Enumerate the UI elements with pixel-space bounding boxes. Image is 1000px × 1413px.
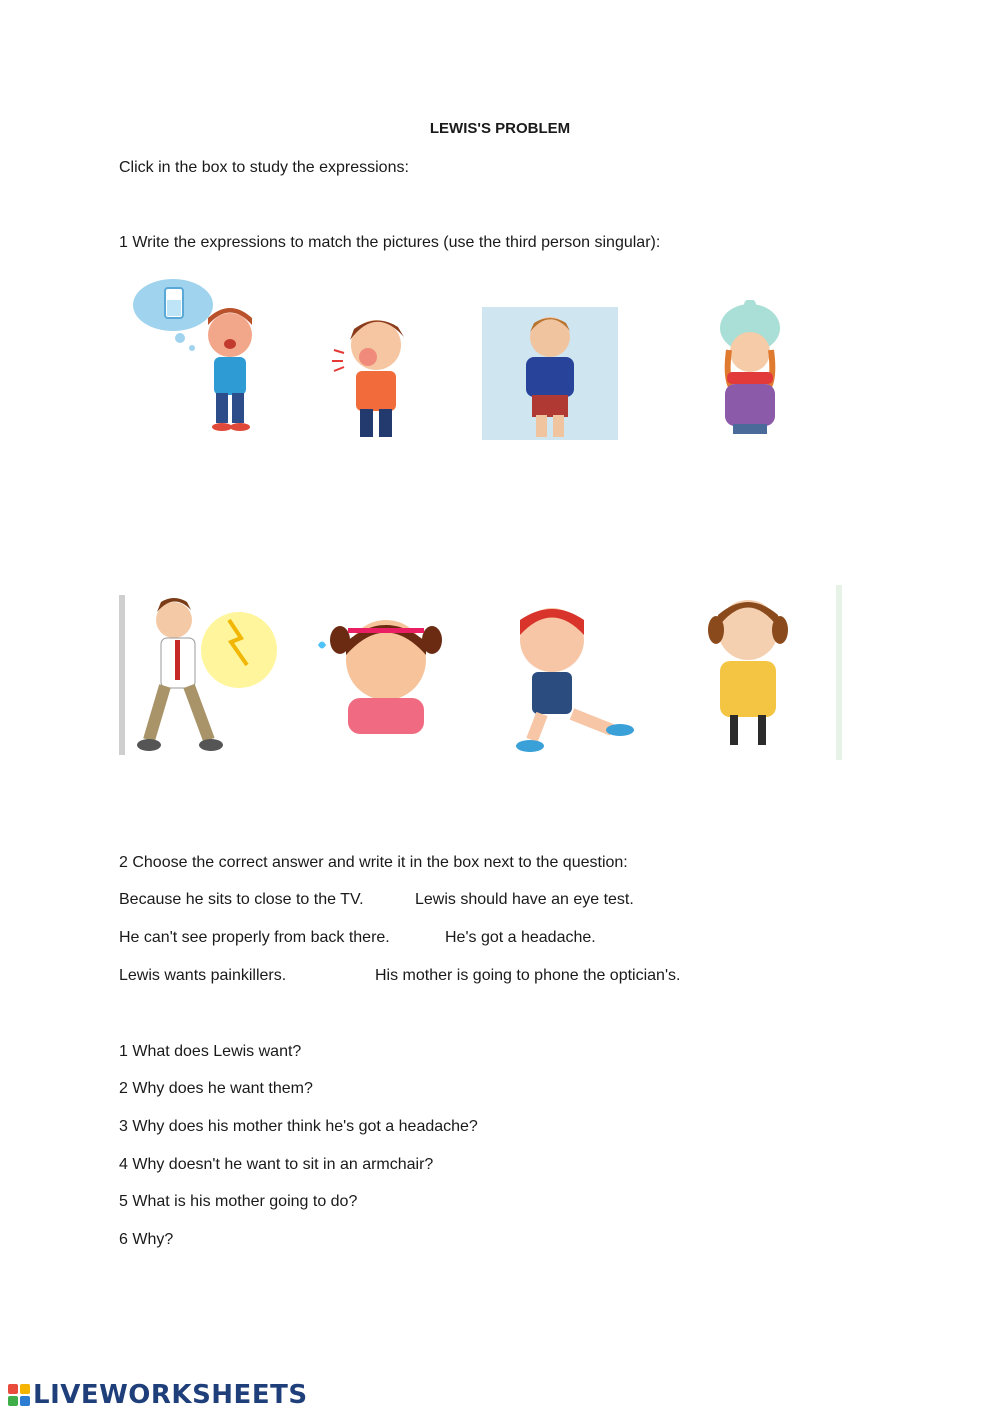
question-1: 1 What does Lewis want? <box>119 1043 302 1060</box>
page-title: LEWIS'S PROBLEM <box>429 120 571 137</box>
toothache-boy-icon <box>326 305 426 440</box>
question-5: 5 What is his mother going to do? <box>119 1193 358 1210</box>
question-3: 3 Why does his mother think he's got a headache? <box>119 1118 478 1135</box>
exercise2-heading: 2 Choose the correct answer and write it in the box next to the question: <box>119 854 628 871</box>
exercise1-heading: 1 Write the expressions to match the pictures (use the third person singular): <box>119 234 661 251</box>
logo-text: LIVEWORKSHEETS <box>33 1380 308 1410</box>
thirsty-boy-icon <box>118 270 300 440</box>
answer-option: He can't see properly from back there. <box>119 929 390 946</box>
answer-option: Because he sits to close to the TV. <box>119 891 364 908</box>
answer-option: Lewis wants painkillers. <box>119 967 287 984</box>
answer-option: Lewis should have an eye test. <box>415 891 634 908</box>
question-4: 4 Why doesn't he want to sit in an armchair? <box>119 1156 434 1173</box>
instruction-text: Click in the box to study the expressions: <box>119 159 409 176</box>
answer-option: His mother is going to phone the optician's. <box>375 967 681 984</box>
liveworksheets-logo[interactable] <box>8 1380 308 1410</box>
logo-mark-icon <box>8 1384 30 1406</box>
stomachache-boy-icon <box>482 307 618 440</box>
toothache-girl-icon <box>308 610 448 735</box>
hurt-knee-girl-icon <box>472 580 652 760</box>
cold-girl-icon <box>665 300 835 440</box>
question-2: 2 Why does he want them? <box>119 1080 313 1097</box>
sick-girl-icon <box>660 585 850 760</box>
question-6: 6 Why? <box>119 1231 174 1248</box>
backache-man-icon <box>119 590 289 762</box>
answer-option: He's got a headache. <box>445 929 596 946</box>
